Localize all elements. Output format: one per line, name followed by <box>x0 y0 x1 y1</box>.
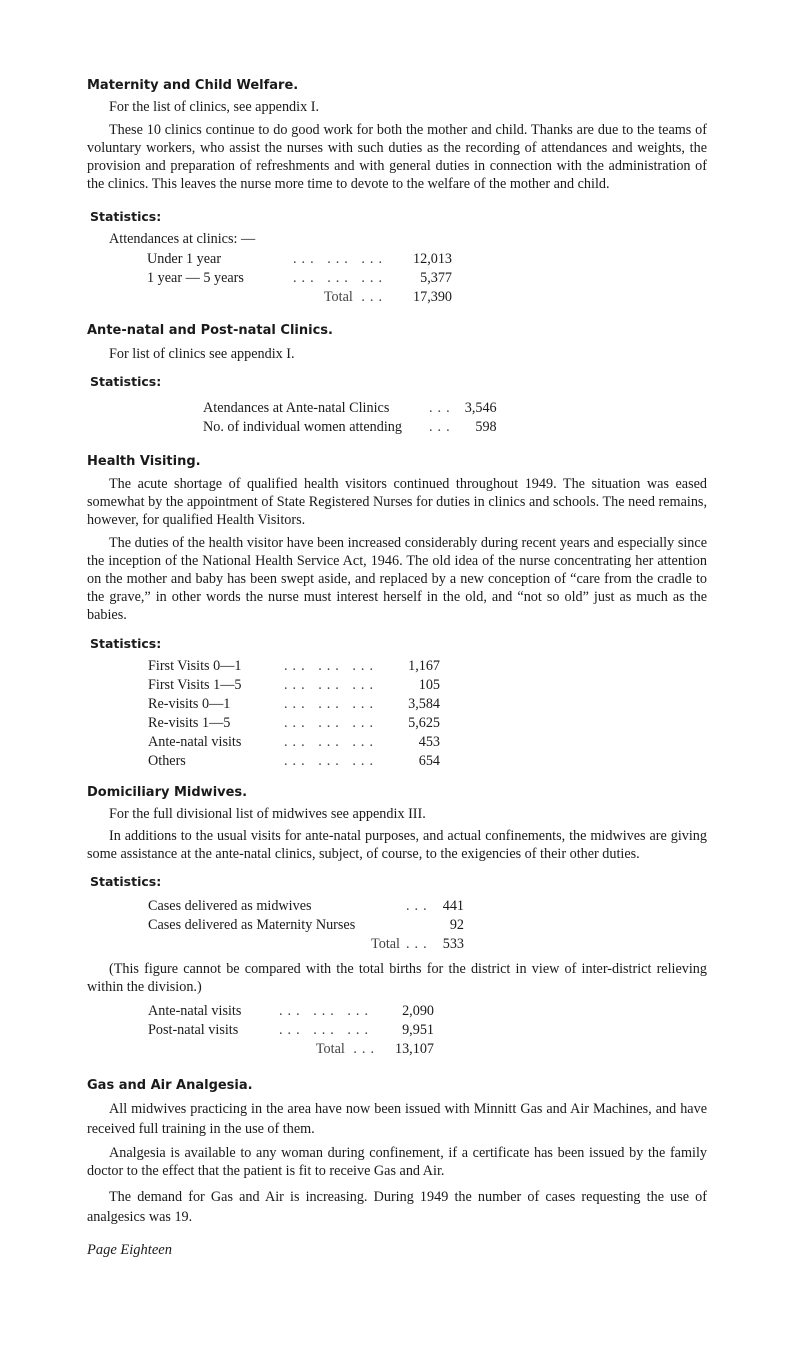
row-value: 654 <box>418 753 441 769</box>
page-footer: Page Eighteen <box>87 1242 172 1258</box>
table-row: First Visits 1—5 ... ... ... 105 <box>148 677 441 693</box>
row-value: 453 <box>418 734 441 750</box>
gas-air-para-3: The demand for Gas and Air is increasing. During 1949 the number of cases requesting the use of analgesics was 19. <box>87 1189 707 1225</box>
row-label: Post-natal visits <box>148 1022 239 1038</box>
midwives-statistics-label: Statistics: <box>90 874 162 889</box>
antenatal-para-1: For list of clinics see appendix I. <box>109 346 295 362</box>
table-row: No. of individual women attending ... 598 <box>203 419 497 435</box>
section-heading-antenatal: Ante-natal and Post-natal Clinics. <box>87 323 333 338</box>
row-value: 12,013 <box>413 251 453 267</box>
maternity-stats-table <box>147 250 452 307</box>
row-label: 1 year — 5 years <box>147 270 244 286</box>
table-row: First Visits 0—1 ... ... ... 1,167 <box>148 658 441 674</box>
row-value: 598 <box>475 419 497 435</box>
row-label: Under 1 year <box>147 251 222 267</box>
table-row: Others ... ... ... 654 <box>148 753 441 769</box>
row-value: 441 <box>442 898 464 914</box>
gas-air-para-2: Analgesia is available to any woman during confinement, if a certificate has been issued by the family doctor to the effect that the patient is fit to receive Gas and Air. <box>87 1145 707 1179</box>
row-label: Ante-natal visits <box>148 734 242 750</box>
table-row: Cases delivered as midwives ... 441 <box>148 898 464 914</box>
maternity-para-1: For the list of clinics, see appendix I. <box>109 99 320 115</box>
row-value: 1,167 <box>408 658 441 674</box>
row-value: 9,951 <box>402 1022 434 1038</box>
row-value: 5,625 <box>408 715 441 731</box>
section-heading-maternity: Maternity and Child Welfare. <box>87 78 299 93</box>
row-label: Others <box>148 753 186 769</box>
row-label: First Visits 0—1 <box>148 658 242 674</box>
row-label: Cases delivered as midwives <box>148 898 312 914</box>
row-label: First Visits 1—5 <box>148 677 242 693</box>
midwives-para-2: In additions to the usual visits for ante-natal purposes, and actual confinements, the midwives are giving some assistance at the ante-natal clinics, subject, of course, to the exigencies of their other duties. <box>87 828 707 862</box>
section-heading-gas-air: Gas and Air Analgesia. <box>87 1078 253 1093</box>
antenatal-statistics-label: Statistics: <box>90 374 162 389</box>
row-label: No. of individual women attending <box>203 419 402 435</box>
health-visiting-statistics-label: Statistics: <box>90 636 162 651</box>
midwives-visits-table <box>148 1002 434 1059</box>
gas-air-para-1: All midwives practicing in the area have now been issued with Minnitt Gas and Air Machines, and have received full training in the use of them. <box>87 1101 707 1137</box>
maternity-statistics-label: Statistics: <box>90 209 162 224</box>
table-row <box>148 916 464 935</box>
midwives-para-1: For the full divisional list of midwives see appendix III. <box>109 806 426 822</box>
row-value: 5,377 <box>420 270 453 286</box>
health-visiting-para-2: The duties of the health visitor have been increased considerably during recent years and especially since the inception of the National Health Service Act, 1946. The old idea of the nurse concentrating her attention on the mother and baby has been swept aside, and replaced by a new conception of “care from the cradle to the grave,” in other words the nurse must interest herself in the old, and “not so old” just as much as the babies. <box>87 535 707 623</box>
table-row-total: Total ... 13,107 <box>315 1041 434 1057</box>
midwives-stats-table <box>148 897 464 954</box>
row-value: 2,090 <box>402 1003 434 1019</box>
row-value: 92 <box>449 917 464 933</box>
total-value: 533 <box>442 936 464 952</box>
row-label: Re-visits 1—5 <box>148 715 231 731</box>
table-row: Ante-natal visits ... ... ... 2,090 <box>148 1003 434 1019</box>
row-label: Atendances at Ante-natal Clinics <box>203 400 390 416</box>
row-label: Ante-natal visits <box>148 1003 242 1019</box>
table-row: 1 year — 5 years ... ... ... 5,377 <box>147 270 453 286</box>
antenatal-stats-table <box>203 399 497 437</box>
row-label: Re-visits 0—1 <box>148 696 231 712</box>
document-page <box>87 78 707 1259</box>
health-visiting-para-1: The acute shortage of qualified health visitors continued throughout 1949. The situation was eased somewhat by the appointment of State Registered Nurses for duties in clinics and schools. The need remains, however, for qualified Health Visitors. <box>87 476 707 528</box>
row-value: 3,584 <box>408 696 441 712</box>
table-row-total: Total ... 533 <box>371 936 464 952</box>
midwives-note: (This figure cannot be compared with the total births for the district in view of inter-district relieving within the division.) <box>87 961 707 995</box>
row-label: Cases delivered as Maternity Nurses <box>148 917 356 933</box>
table-row: Re-visits 1—5 ... ... ... 5,625 <box>148 715 441 731</box>
table-row: Ante-natal visits ... ... ... 453 <box>148 734 441 750</box>
table-row: Re-visits 0—1 ... ... ... 3,584 <box>148 696 441 712</box>
table-row: Post-natal visits ... ... ... 9,951 <box>148 1022 434 1038</box>
table-row: Under 1 year ... ... ... 12,013 <box>147 251 453 267</box>
table-row-total: Total ... 17,390 <box>323 289 453 305</box>
total-value: 13,107 <box>394 1041 434 1057</box>
attendances-label: Attendances at clinics: — <box>109 231 256 247</box>
section-heading-midwives: Domiciliary Midwives. <box>87 785 248 800</box>
row-value: 3,546 <box>464 400 497 416</box>
total-label: Total <box>323 289 353 305</box>
row-value: 105 <box>418 677 441 693</box>
total-value: 17,390 <box>413 289 453 305</box>
health-visiting-stats-table <box>148 657 440 771</box>
total-label: Total <box>371 936 400 952</box>
section-heading-health-visiting: Health Visiting. <box>87 454 201 469</box>
maternity-para-2: These 10 clinics continue to do good work for both the mother and child. Thanks are due to the teams of voluntary workers, who assist the nurses with such duties as the recording of attendances and weights, the provision and preparation of refreshments and with general duties in connection with the administration of the clinics. This leaves the nurse more time to devote to the welfare of the mother and child. <box>87 122 707 192</box>
total-label: Total <box>315 1041 345 1057</box>
table-row: Atendances at Ante-natal Clinics ... 3,546 <box>203 400 497 416</box>
